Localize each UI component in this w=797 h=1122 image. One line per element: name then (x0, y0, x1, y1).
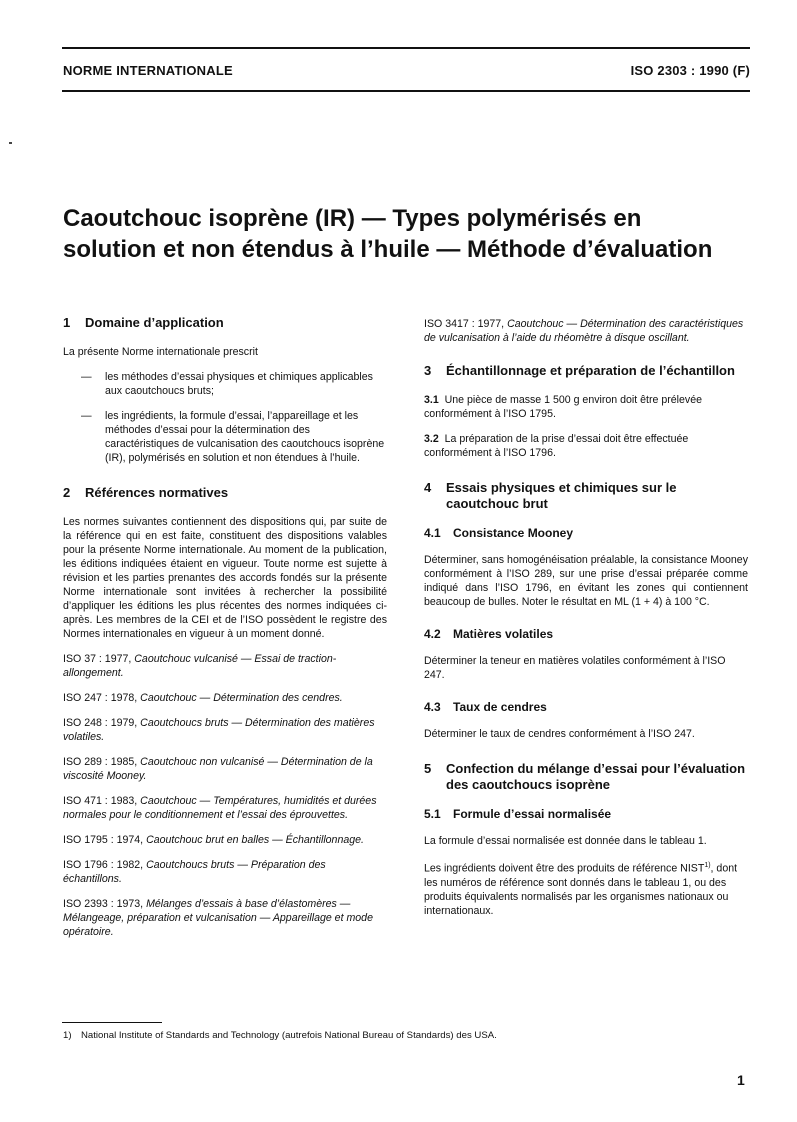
paragraph-3-2: 3.2 La préparation de la prise d’essai doit être effectuée conformément à l’ISO 1796. (424, 433, 689, 459)
reference-item: ISO 289 : 1985, Caoutchouc non vulcanisé — Détermination de la viscosité Mooney. (63, 756, 373, 782)
header-right: ISO 2303 : 1990 (F) (630, 63, 750, 78)
list-item: — les méthodes d’essai physiques et chimiques applicables aux caoutchoucs bruts; (81, 371, 373, 397)
paragraph-4-1: Déterminer, sans homogénéisation préalable, la consistance Mooney conformément à l’ISO 289, sur une prise d’essai préparée comme indiqué dans l’ISO 1796, en évitant les zones qui contiennent beaucoup de bulles. Noter le résultat en ML (1 + 4) à 100 °C. (424, 554, 748, 608)
list-item: — les ingrédients, la formule d’essai, l’appareillage et les méthodes d’essai pour la détermination des caractéristiques de vulcanisation des caoutchoucs isoprène (IR), polymérisés en solution et non étendues à l’huile. (81, 410, 385, 464)
header-left: NORME INTERNATIONALE (63, 63, 233, 78)
section-3-heading: 3 Échantillonnage et préparation de l’échantillon (424, 363, 735, 378)
reference-item: ISO 247 : 1978, Caoutchouc — Détermination des cendres. (63, 692, 343, 704)
top-rule-thin (62, 90, 750, 92)
subsection-5-1-heading: 5.1 Formule d’essai normalisée (424, 807, 612, 821)
reference-item: ISO 2393 : 1973, Mélanges d’essais à base d’élastomères — Mélangeage, préparation et vulcanisation — Appareillage et mode opératoire. (63, 898, 373, 938)
margin-mark (9, 142, 12, 144)
reference-item: ISO 248 : 1979, Caoutchoucs bruts — Détermination des matières volatiles. (63, 717, 375, 743)
paragraph-3-1: 3.1 Une pièce de masse 1 500 g environ doit être prélevée conformément à l’ISO 1795. (424, 394, 702, 420)
right-column (424, 317, 748, 929)
subsection-4-1-heading: 4.1 Consistance Mooney (424, 526, 574, 540)
section-5-heading: 5 Confection du mélange d’essai pour l’évaluation des caoutchoucs isoprène (424, 761, 746, 792)
paragraph-4-3: Déterminer le taux de cendres conformément à l’ISO 247. (424, 728, 695, 740)
subsection-4-2-heading: 4.2 Matières volatiles (424, 627, 554, 641)
reference-item: ISO 1796 : 1982, Caoutchoucs bruts — Préparation des échantillons. (63, 859, 326, 885)
paragraph-4-2: Déterminer la teneur en matières volatiles conformément à l’ISO 247. (424, 655, 726, 681)
footnote: 1) National Institute of Standards and Technology (autrefois National Bureau of Standards) des USA. (63, 1030, 497, 1041)
section-2-paragraph: Les normes suivantes contiennent des dispositions qui, par suite de la référence qui en est faite, constituent des dispositions valables pour la présente Norme internationale. Au moment de la publication, les éditions indiquées étaient en vigueur. Toute norme est sujette à révision et les parties prenantes des accords fondés sur la présente Norme internationale sont invitées à rechercher la possibilité d’appliquer les éditions les plus récentes des normes indiquées ci-après. Les membres de la CEI et de l’ISO possèdent le registre des Normes internationales en vigueur à un moment donné. (63, 516, 387, 640)
top-rule-thick (62, 47, 750, 49)
paragraph-5-1-a: La formule d’essai normalisée est donnée dans le tableau 1. (424, 835, 707, 847)
footnote-rule (62, 1022, 162, 1023)
subsection-4-3-heading: 4.3 Taux de cendres (424, 700, 547, 714)
paragraph-5-1-b: Les ingrédients doivent être des produits de référence NIST$^{1)}$, dont les numéros de référence sont donnés dans le tableau 1, ou des produits équivalents normalisés par les organismes nationaux ou internationaux. (424, 862, 738, 917)
reference-item: ISO 1795 : 1974, Caoutchouc brut en balles — Échantillonnage. (63, 834, 364, 846)
reference-item: ISO 471 : 1983, Caoutchouc — Températures, humidités et durées normales pour le conditionnement et l’essai des éprouvettes. (63, 795, 377, 821)
reference-item: ISO 3417 : 1977, Caoutchouc — Détermination des caractéristiques de vulcanisation à l’aide du rhéomètre à disque oscillant. (424, 318, 744, 344)
section-2-heading: 2 Références normatives (63, 485, 229, 500)
reference-item: ISO 37 : 1977, Caoutchouc vulcanisé — Essai de traction-allongement. (63, 653, 337, 679)
document-title (63, 203, 753, 265)
page-number: 1 (737, 1072, 745, 1088)
section-4-heading: 4 Essais physiques et chimiques sur le caoutchouc brut (424, 480, 677, 511)
left-column (63, 315, 387, 950)
title-line-1: Caoutchouc isoprène (IR) — Types polymérisés en (63, 205, 642, 232)
title-line-2: solution et non étendus à l’huile — Méthode d’évaluation (63, 236, 713, 263)
section-1-heading: 1 Domaine d’application (63, 315, 224, 330)
section-1-intro: La présente Norme internationale prescrit (63, 346, 258, 358)
